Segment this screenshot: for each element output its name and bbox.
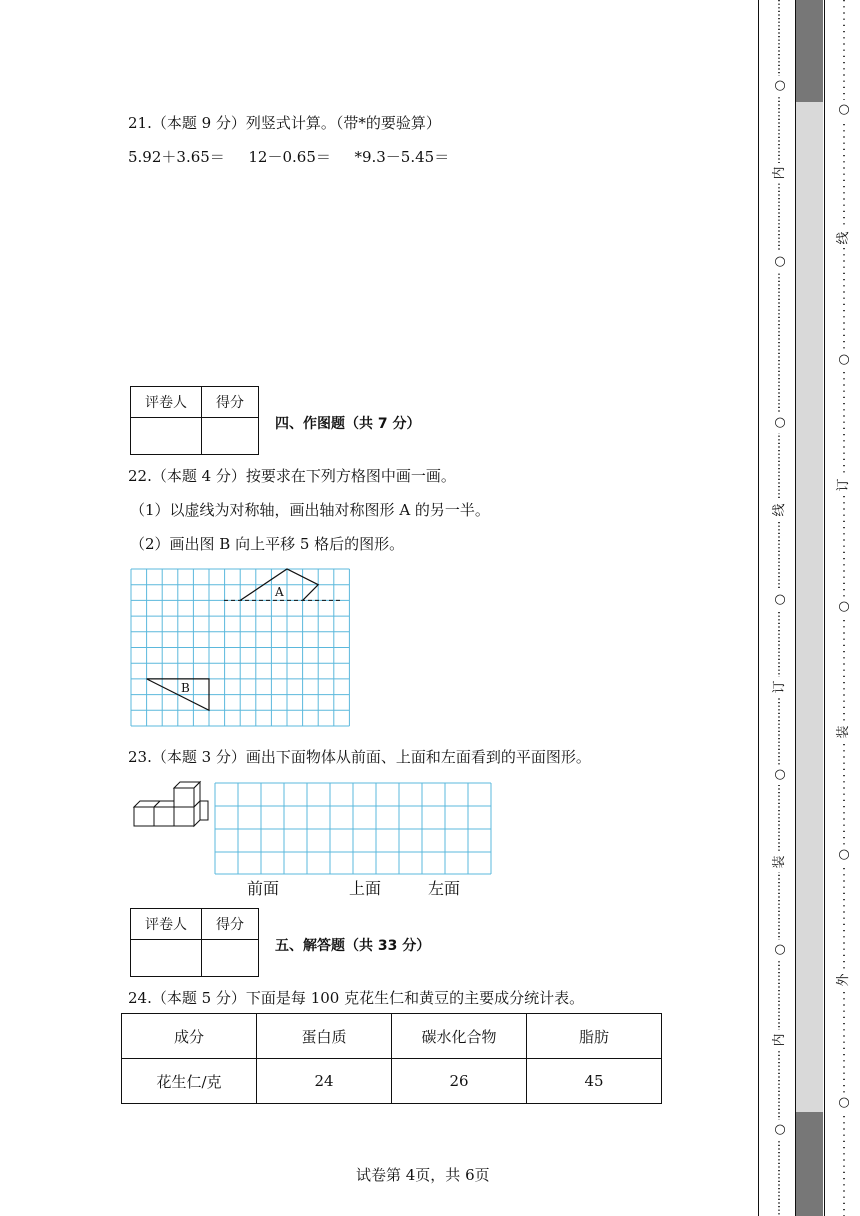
bind-label-outer: 外 bbox=[834, 970, 854, 990]
bind-label-outer: 线 bbox=[834, 228, 854, 248]
q21-expr2: 12－0.65＝ bbox=[248, 148, 331, 166]
bind-circle: ○ bbox=[770, 1120, 790, 1140]
q22-item2: （2）画出图 B 向上平移 5 格后的图形。 bbox=[130, 535, 405, 553]
view-front-label: 前面 bbox=[247, 879, 280, 898]
binding-border-left bbox=[758, 0, 759, 1216]
header-cell: 脂肪 bbox=[527, 1014, 662, 1059]
q22-title: 22.（本题 4 分）按要求在下列方格图中画一画。 bbox=[128, 467, 456, 485]
q21-title: 21.（本题 9 分）列竖式计算。（带*的要验算） bbox=[128, 114, 441, 132]
bind-circle: ○ bbox=[770, 590, 790, 610]
bind-label-inner: 内 bbox=[770, 163, 790, 183]
table-cell: 26 bbox=[392, 1059, 527, 1104]
bind-label-inner: 订 bbox=[770, 677, 790, 697]
q23-title: 23.（本题 3 分）画出下面物体从前面、上面和左面看到的平面图形。 bbox=[128, 748, 591, 766]
score-label: 得分 bbox=[202, 909, 259, 940]
shape-a-label: A bbox=[275, 585, 284, 599]
bind-label-inner: 线 bbox=[770, 500, 790, 520]
header-cell: 成分 bbox=[122, 1014, 257, 1059]
q24-title: 24.（本题 5 分）下面是每 100 克花生仁和黄豆的主要成分统计表。 bbox=[128, 989, 585, 1007]
header-cell: 碳水化合物 bbox=[392, 1014, 527, 1059]
page-footer: 试卷第 4页，共 6页 bbox=[356, 1166, 490, 1184]
table-header-row bbox=[122, 1014, 662, 1059]
band-middle-light bbox=[796, 102, 823, 1112]
table-cell: 45 bbox=[527, 1059, 662, 1104]
header-cell: 蛋白质 bbox=[257, 1014, 392, 1059]
cube-stack-figure bbox=[130, 780, 212, 832]
q22-grid-figure bbox=[130, 568, 354, 728]
q21-expr1: 5.92＋3.65＝ bbox=[128, 148, 225, 166]
bind-label-inner: 内 bbox=[770, 1030, 790, 1050]
bind-circle: ○ bbox=[770, 940, 790, 960]
reviewer-field[interactable] bbox=[131, 940, 202, 977]
q21-expr3: *9.3－5.45＝ bbox=[354, 148, 450, 166]
section5-title: 五、解答题（共 33 分） bbox=[275, 938, 431, 954]
reviewer-label: 评卷人 bbox=[131, 909, 202, 940]
shape-b-label: B bbox=[181, 681, 190, 695]
view-left-label: 左面 bbox=[428, 879, 461, 898]
score-field[interactable] bbox=[202, 940, 259, 977]
q22-item1: （1）以虚线为对称轴，画出轴对称图形 A 的另一半。 bbox=[130, 501, 490, 519]
bind-label-inner: 装 bbox=[770, 852, 790, 872]
reviewer-label: 评卷人 bbox=[131, 387, 202, 418]
bind-label-outer: 装 bbox=[834, 722, 854, 742]
bind-circle: ○ bbox=[770, 76, 790, 96]
table-cell: 花生仁/克 bbox=[122, 1059, 257, 1104]
q21-expressions bbox=[128, 146, 449, 167]
bind-circle: ○ bbox=[770, 765, 790, 785]
q23-answer-grid bbox=[214, 782, 494, 876]
reviewer-field[interactable] bbox=[131, 418, 202, 455]
score-box-section4 bbox=[130, 386, 259, 455]
bind-circle: ○ bbox=[770, 413, 790, 433]
bind-circle: ○ bbox=[834, 100, 854, 120]
score-label: 得分 bbox=[202, 387, 259, 418]
nutrition-table bbox=[121, 1013, 662, 1104]
view-top-label: 上面 bbox=[349, 879, 382, 898]
score-field[interactable] bbox=[202, 418, 259, 455]
bind-circle: ○ bbox=[834, 845, 854, 865]
bind-circle: ○ bbox=[834, 1093, 854, 1113]
bind-circle: ○ bbox=[834, 350, 854, 370]
bind-circle: ○ bbox=[834, 597, 854, 617]
band-top-dark bbox=[796, 0, 823, 102]
table-cell: 24 bbox=[257, 1059, 392, 1104]
band-bottom-dark bbox=[796, 1112, 823, 1216]
table-row bbox=[122, 1059, 662, 1104]
bind-label-outer: 订 bbox=[834, 475, 854, 495]
score-box-section5 bbox=[130, 908, 259, 977]
q22-grid bbox=[131, 569, 349, 726]
bind-circle: ○ bbox=[770, 252, 790, 272]
section4-title: 四、作图题（共 7 分） bbox=[275, 416, 421, 432]
